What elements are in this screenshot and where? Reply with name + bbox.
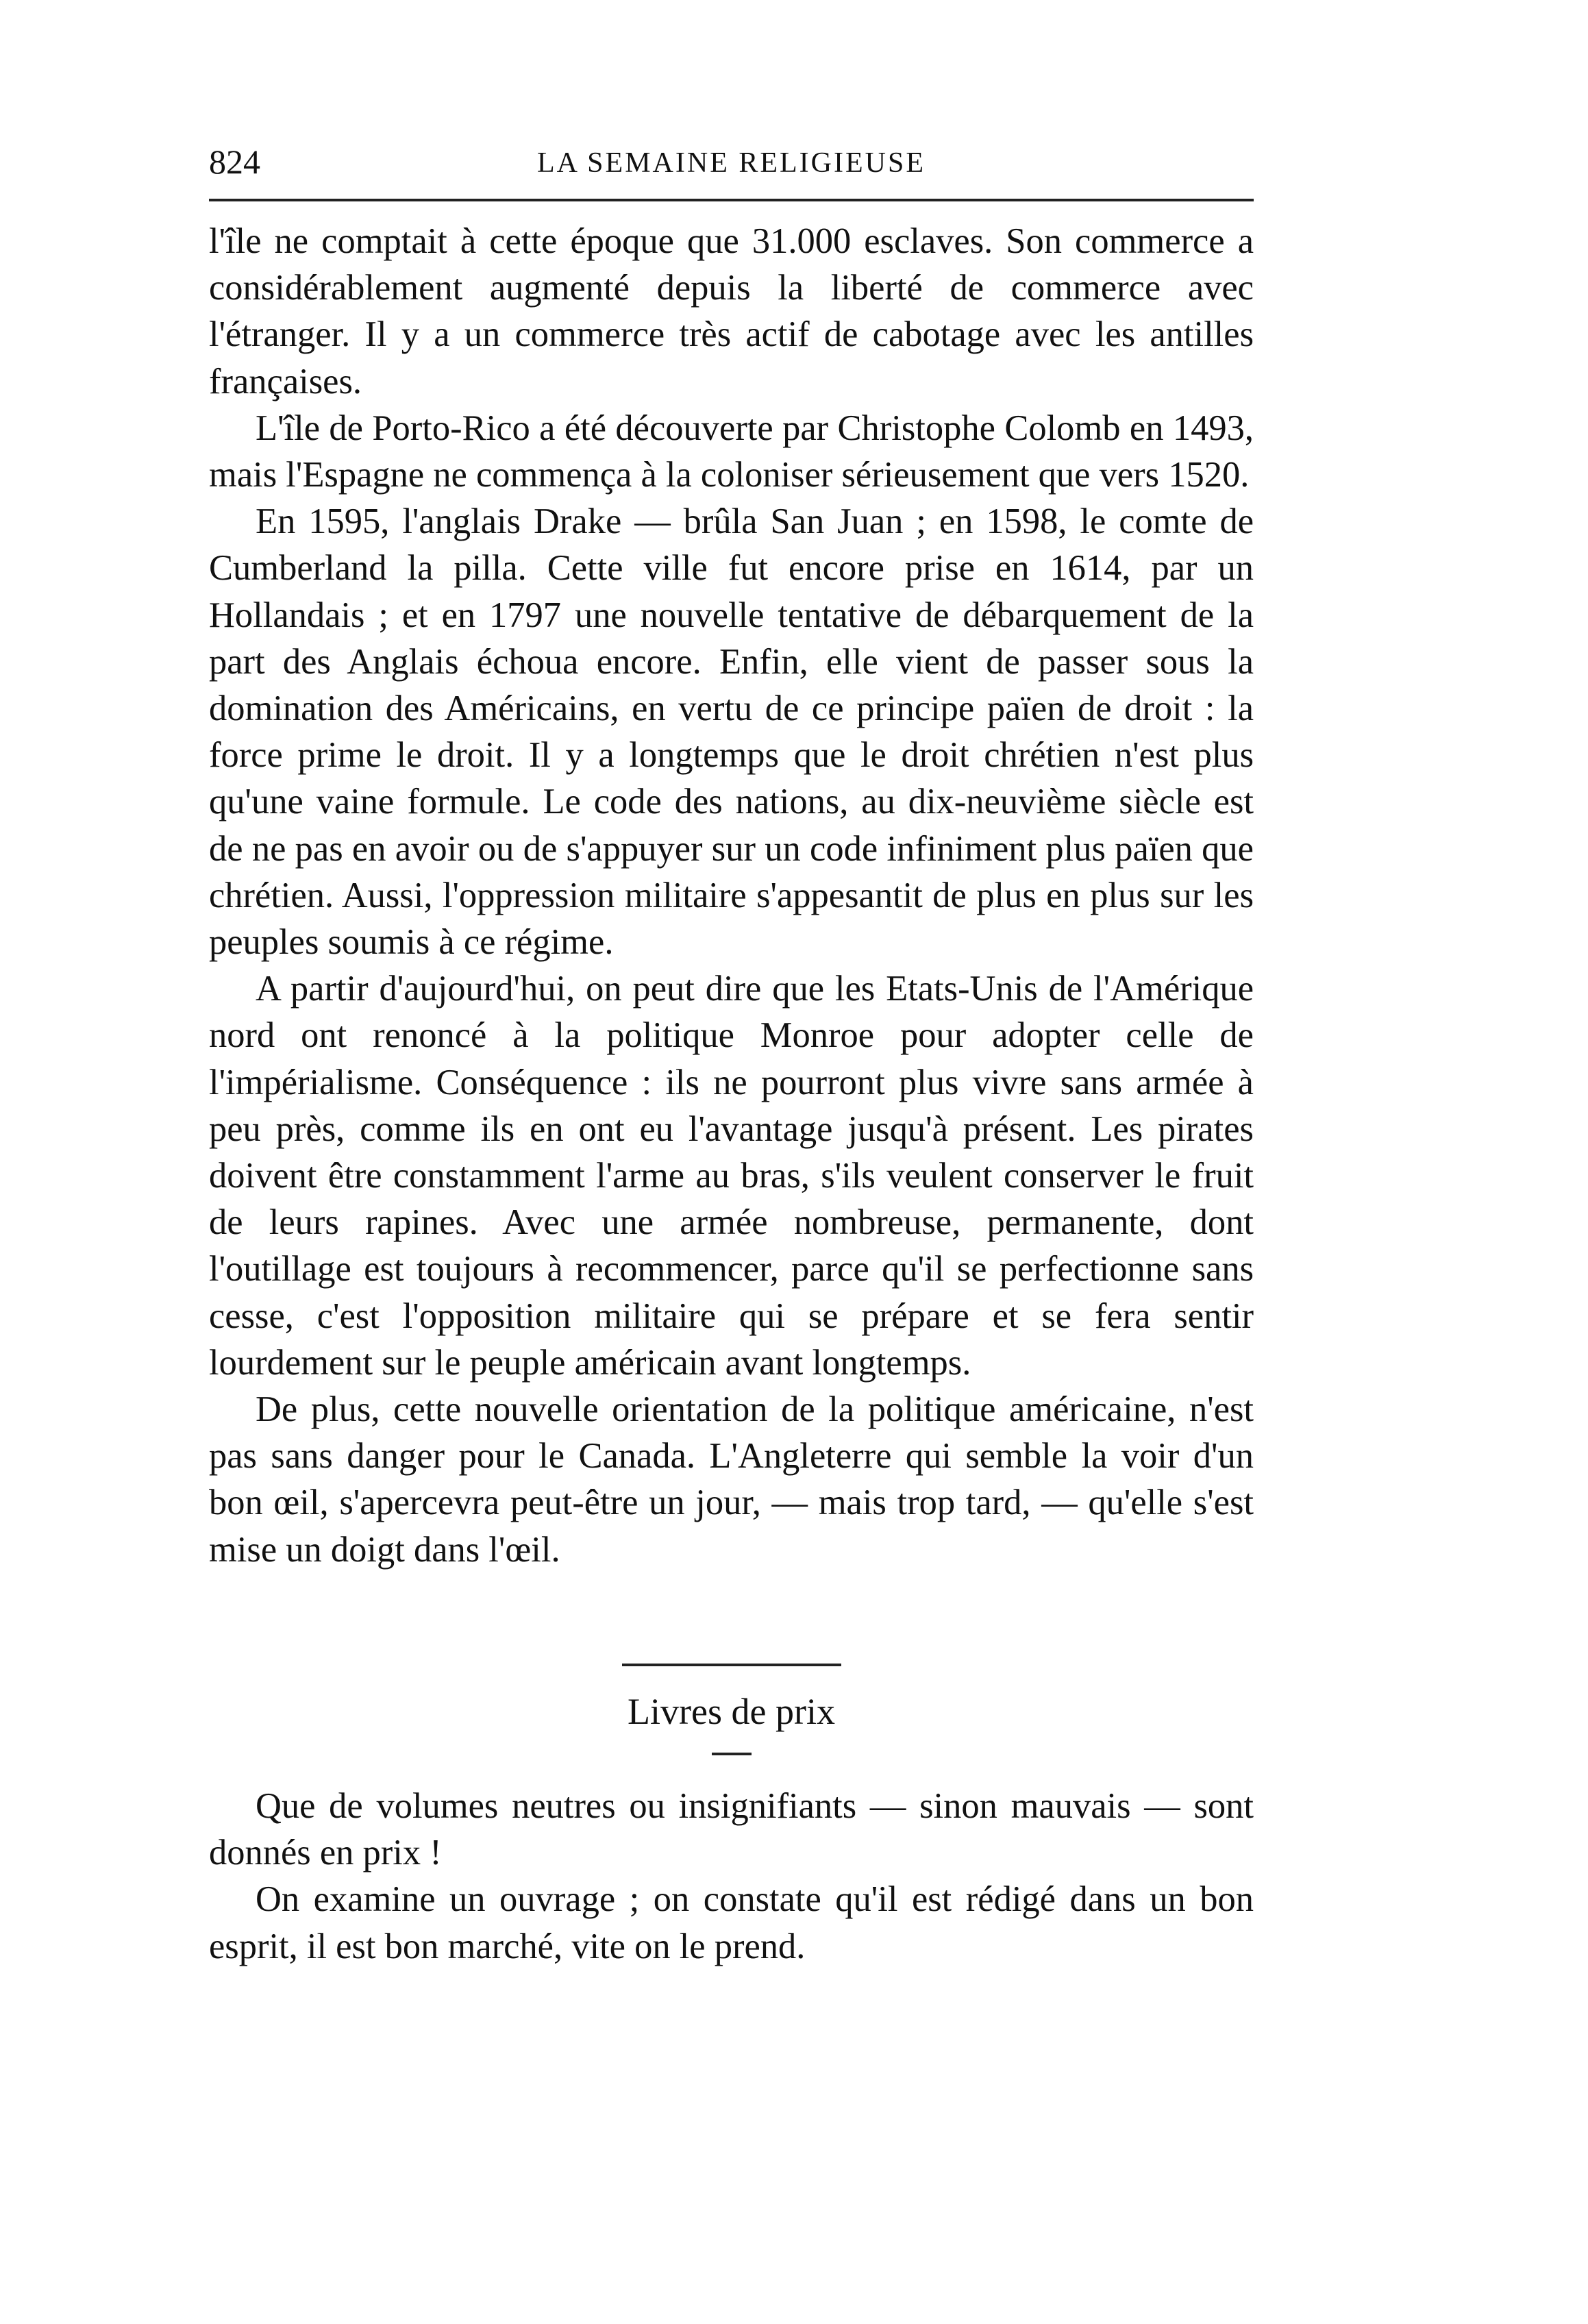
page-header — [209, 137, 1254, 185]
section-title: Livres de prix — [628, 1690, 835, 1732]
paragraph: l'île ne comptait à cette époque que 31.000 esclaves. Son commerce a considérablement augmenté depuis la liberté de commerce avec l'étranger. Il y a un commerce très actif de cabotage avec les antilles françaises. — [209, 221, 1254, 401]
header-rule — [209, 199, 1254, 201]
running-title: LA SEMAINE RELIGIEUSE — [537, 147, 926, 179]
paragraph: Que de volumes neutres ou insignifiants — sinon mauvais — sont donnés en prix ! — [209, 1785, 1254, 1873]
section-divider — [622, 1664, 841, 1666]
paragraph: De plus, cette nouvelle orientation de la politique américaine, n'est pas sans danger pour le Canada. L'Angleterre qui semble la voir d'un bon œil, s'apercevra peut-être un jour, — mais trop tard, — qu'elle s'est mise un doigt dans l'œil. — [209, 1389, 1254, 1570]
paragraph: En 1595, l'anglais Drake — brûla San Juan ; en 1598, le comte de Cumberland la pilla. Cette ville fut encore prise en 1614, par un Hollandais ; et en 1797 une nouvelle tentative de débarquement de la part des Anglais échoua encore. Enfin, elle vient de passer sous la domination des Américains, en vertu de ce principe païen de droit : la force prime le droit. Il y a longtemps que le droit chrétien n'est plus qu'une vaine formule. Le code des nations, au dix-neuvième siècle est de ne pas en avoir ou de s'appuyer sur un code infiniment plus païen que chrétien. Aussi, l'oppression militaire s'appesantit de plus en plus sur les peuples soumis à ce régime. — [209, 502, 1254, 963]
paragraph: A partir d'aujourd'hui, on peut dire que les Etats-Unis de l'Amérique nord ont renoncé à la politique Monroe pour adopter celle de l'impérialisme. Conséquence : ils ne pourront plus vivre sans armée à peu près, comme ils en ont eu l'avantage jusqu'à présent. Les pirates doivent être constamment l'arme au bras, s'ils veulent conserver le fruit de leurs rapines. Avec une armée nombreuse, permanente, dont l'outillage est toujours à recommencer, parce qu'il se perfectionne sans cesse, c'est l'opposition militaire qui se prépare et se fera sentir lourdement sur le peuple américain avant longtemps. — [209, 969, 1254, 1383]
paragraph: On examine un ouvrage ; on constate qu'il est rédigé dans un bon esprit, il est bon marché, vite on le prend. — [209, 1879, 1254, 1966]
page-number: 824 — [209, 143, 260, 181]
paragraph: L'île de Porto-Rico a été découverte par Christophe Colomb en 1493, mais l'Espagne ne commença à la coloniser sérieusement que vers 1520. — [209, 408, 1254, 495]
title-dash — [712, 1753, 752, 1755]
article-body — [209, 218, 1254, 1970]
